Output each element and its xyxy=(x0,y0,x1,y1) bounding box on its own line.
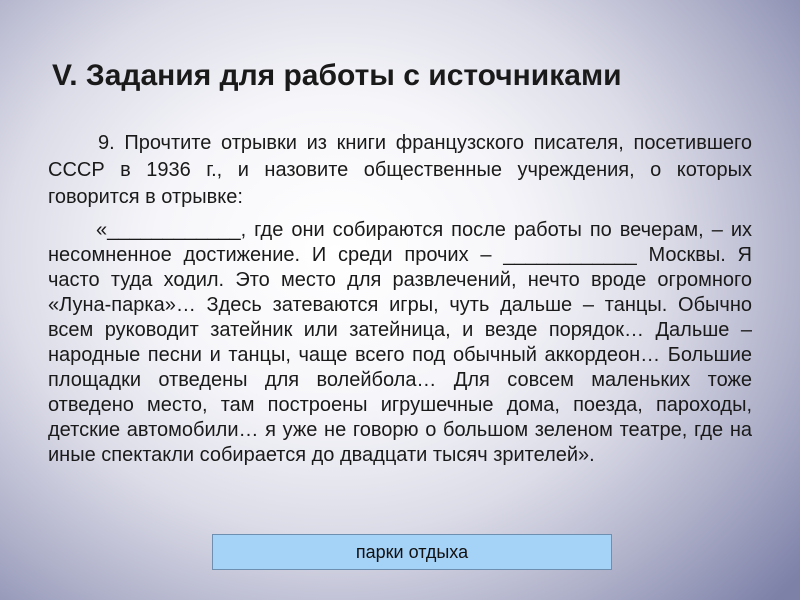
quote-paragraph: «____________, где они собираются после работы по вечерам, – их несомненное достижение. И среди прочих – ____________ Москвы. Я часто туда ходил. Это место для развлечений, нечто вроде огромного «Луна-парка»… Здесь затеваются игры, чуть дальше – танцы. Обычно всем руководит затейник или затейница, и везде порядок… Дальше – народные песни и танцы, чаще всего под обычный аккордеон… Большие площадки отведены для волейбола… Для совсем маленьких тоже отведено место, там построены игрушечные дома, поезда, пароходы, детские автомобили… я уже не говорю о большом зеленом театре, где на иные спектакли собирается до двадцати тысяч зрителей». xyxy=(48,219,752,466)
answer-text: парки отдыха xyxy=(355,541,469,562)
task-paragraph: 9. Прочтите отрывки из книги французского писателя, посетившего СССР в 1936 г., и назовите общественные учреждения, о которых говорится в отрывке: xyxy=(48,132,752,208)
task-text xyxy=(48,130,752,211)
quote-text xyxy=(48,218,752,468)
slide-title: V. Задания для работы с источниками xyxy=(52,59,622,92)
answer-box[interactable] xyxy=(212,534,612,570)
